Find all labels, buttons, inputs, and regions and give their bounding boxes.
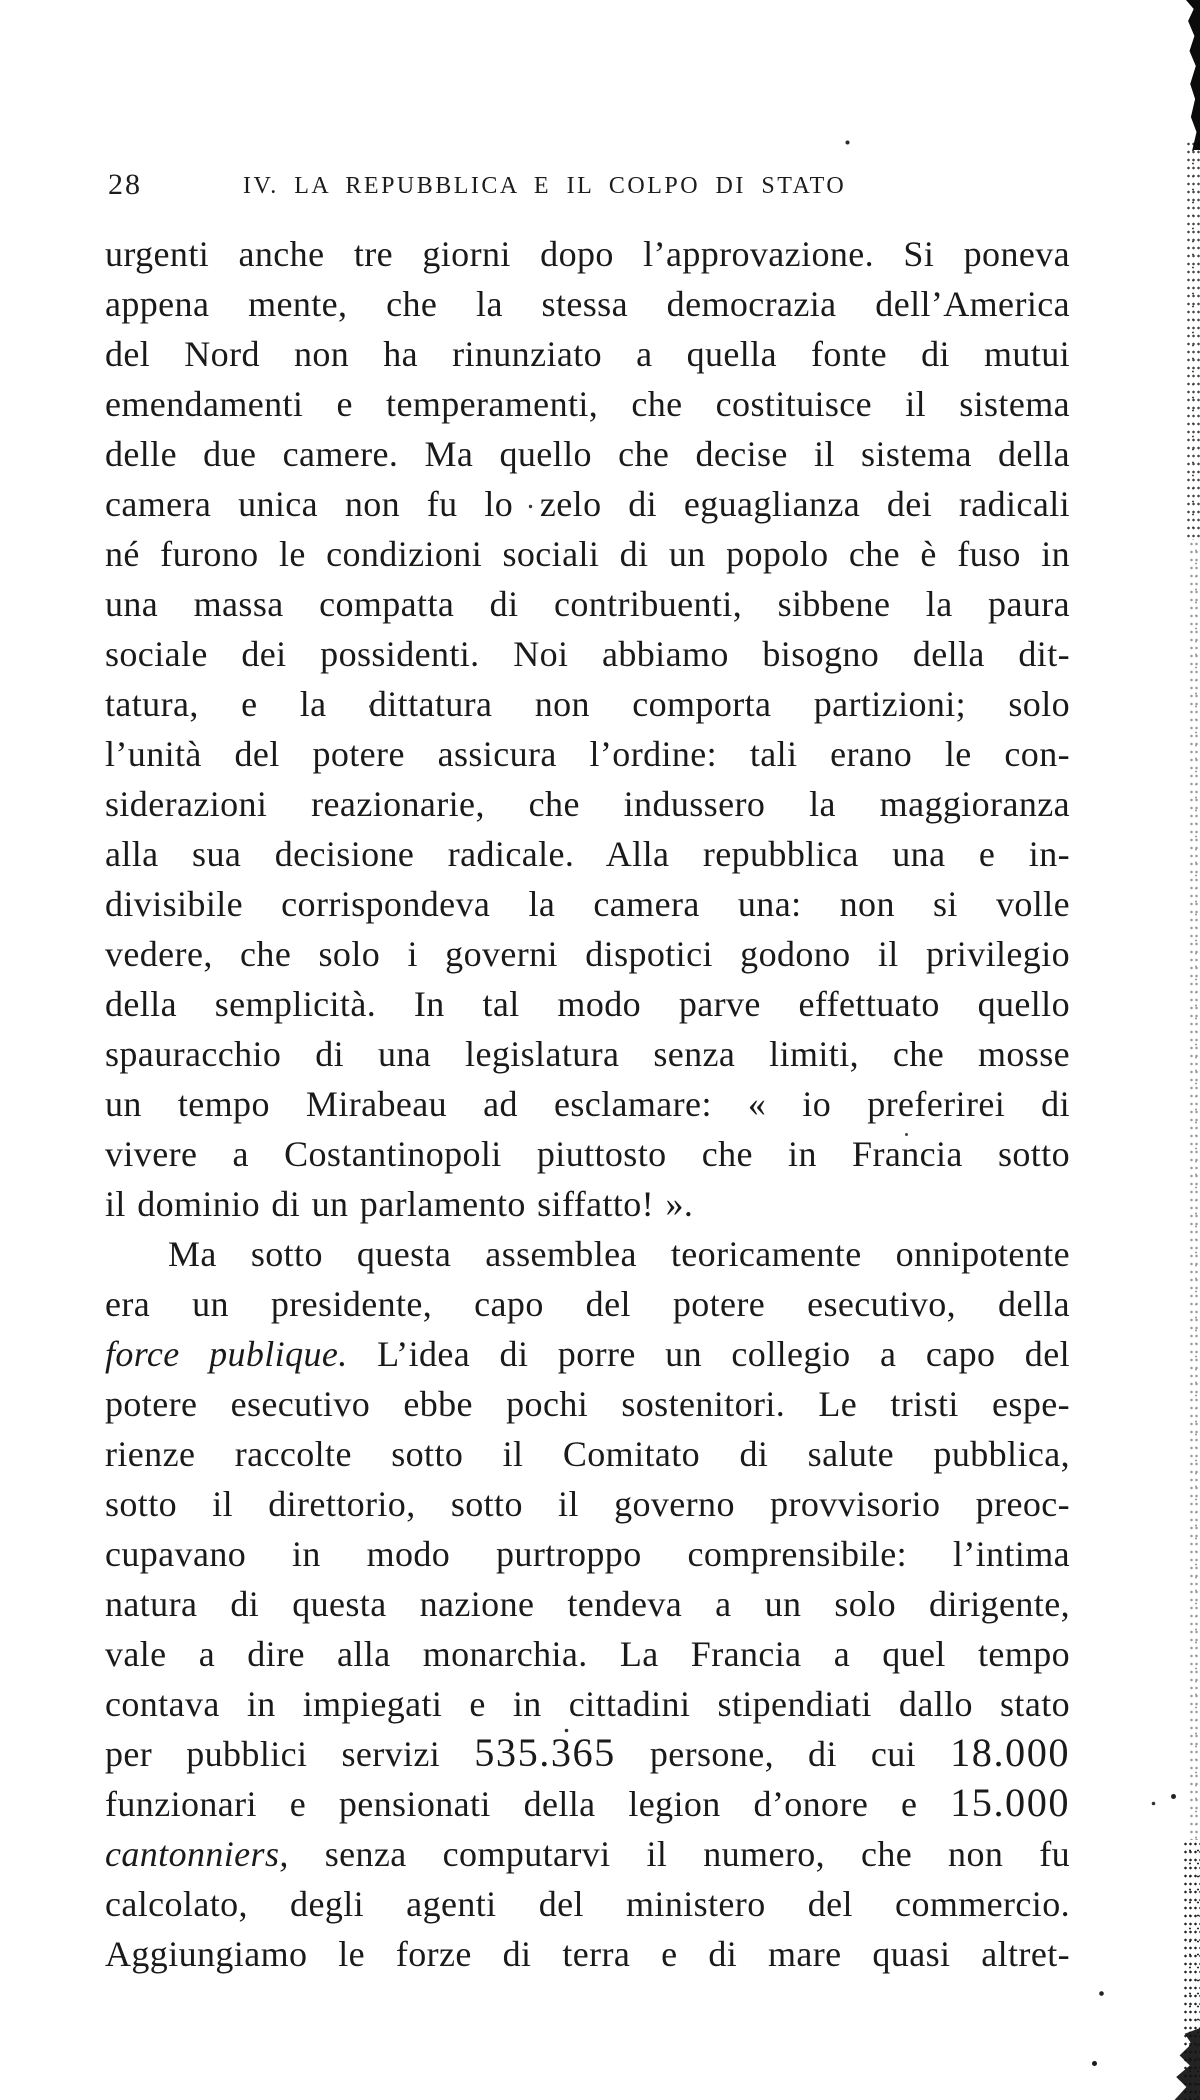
text-segment: vale a dire alla monarchia. La Francia a quel tempo [105,1634,1070,1674]
text-line [105,1429,1070,1479]
text-line [105,1029,1070,1079]
text-segment-italic: force publique. [105,1334,348,1374]
scan-edge-speckle-upper [1186,140,1200,540]
text-segment: natura di questa nazione tendeva a un solo dirigente, [105,1584,1070,1624]
scan-edge-artifact-top [1186,0,1200,150]
text-segment: Aggiungiamo le forze di terra e di mare quasi altret- [105,1934,1070,1974]
text-line [105,579,1070,629]
text-line [105,1629,1070,1679]
text-segment: sociale dei possidenti. Noi abbiamo bisogno della dit- [105,634,1070,674]
text-segment: una massa compatta di contribuenti, sibbene la paura [105,584,1070,624]
text-segment: delle due camere. Ma quello che decise il sistema della [105,434,1070,474]
text-line [105,879,1070,929]
text-segment: divisibile corrispondeva la camera una: non si volle [105,884,1070,924]
text-segment-num: 535.365 [474,1730,616,1775]
text-line [105,1079,1070,1129]
body-text [105,229,1070,1979]
text-line [105,1279,1070,1329]
text-line [105,929,1070,979]
text-line [105,529,1070,579]
text-segment: né furono le condizioni sociali di un popolo che è fuso in [105,534,1070,574]
text-segment: cupavano in modo purtroppo comprensibile: l’intima [105,1534,1070,1574]
text-line [105,1379,1070,1429]
text-segment: contava in impiegati e in cittadini stipendiati dallo stato [105,1684,1070,1724]
text-line [105,1829,1070,1879]
scan-edge-speckle-middle [1189,540,1200,1840]
text-segment: alla sua decisione radicale. Alla repubblica una e in- [105,834,1070,874]
text-line [105,1729,1070,1779]
text-segment-num: 18.000 [950,1730,1070,1775]
text-line [105,729,1070,779]
text-line [105,1529,1070,1579]
text-segment: siderazioni reazionarie, che indussero la maggioranza [105,784,1070,824]
text-segment: tatura, e la dittatura non comporta partizioni; solo [105,684,1070,724]
text-segment: della semplicità. In tal modo parve effettuato quello [105,984,1070,1024]
text-segment-num: 15.000 [950,1780,1070,1825]
text-line [105,229,1070,279]
text-line [105,479,1070,529]
text-segment-italic: cantonniers, [105,1834,289,1874]
text-segment: per pubblici servizi [105,1734,475,1774]
text-segment: emendamenti e temperamenti, che costituisce il sistema [105,384,1070,424]
text-segment: calcolato, degli agenti del ministero del commercio. [105,1884,1070,1924]
text-line [105,1929,1070,1979]
text-segment: urgenti anche tre giorni dopo l’approvazione. Si poneva [105,234,1070,274]
text-segment: appena mente, che la stessa democrazia dell’America [105,284,1070,324]
text-segment: l’unità del potere assicura l’ordine: tali erano le con- [105,734,1070,774]
text-line [105,1329,1070,1379]
text-line [105,429,1070,479]
text-segment: senza computarvi il numero, che non fu [288,1834,1070,1874]
text-segment: rienze raccolte sotto il Comitato di salute pubblica, [105,1434,1070,1474]
text-segment: camera unica non fu lo zelo di eguaglianza dei radicali [105,484,1070,524]
text-line [105,979,1070,1029]
text-segment: potere esecutivo ebbe pochi sostenitori. Le tristi espe- [105,1384,1070,1424]
text-line [105,329,1070,379]
text-line [105,1579,1070,1629]
text-segment: funzionari e pensionati della legion d’onore e [105,1784,951,1824]
text-line [105,779,1070,829]
text-segment: L’idea di porre un collegio a capo del [347,1334,1070,1374]
text-line [105,1229,1070,1279]
text-segment: un tempo Mirabeau ad esclamare: « io preferirei di [105,1084,1070,1124]
text-segment: persone, di cui [615,1734,951,1774]
text-segment: vivere a Costantinopoli piuttosto che in Francia sotto [105,1134,1070,1174]
text-segment: spauracchio di una legislatura senza limiti, che mosse [105,1034,1070,1074]
text-line [105,1479,1070,1529]
page-number: 28 [108,168,142,201]
text-line [105,379,1070,429]
text-line [105,1879,1070,1929]
text-segment: era un presidente, capo del potere esecutivo, della [105,1284,1070,1324]
text-line [105,1779,1070,1829]
text-segment: del Nord non ha rinunziato a quella fonte di mutui [105,334,1070,374]
text-segment: vedere, che solo i governi dispotici godono il privilegio [105,934,1070,974]
text-line [105,829,1070,879]
text-line [105,1129,1070,1179]
page-header [105,164,1085,204]
text-segment: sotto il direttorio, sotto il governo provvisorio preoc- [105,1484,1070,1524]
text-segment: il dominio di un parlamento siffatto! ». [105,1184,694,1224]
text-line [105,279,1070,329]
text-line [105,1679,1070,1729]
text-segment: Ma sotto questa assemblea teoricamente onnipotente [168,1234,1070,1274]
text-line [105,629,1070,679]
text-line [105,679,1070,729]
running-title: IV. LA REPUBBLICA E IL COLPO DI STATO [243,173,847,199]
text-line [105,1179,1070,1229]
